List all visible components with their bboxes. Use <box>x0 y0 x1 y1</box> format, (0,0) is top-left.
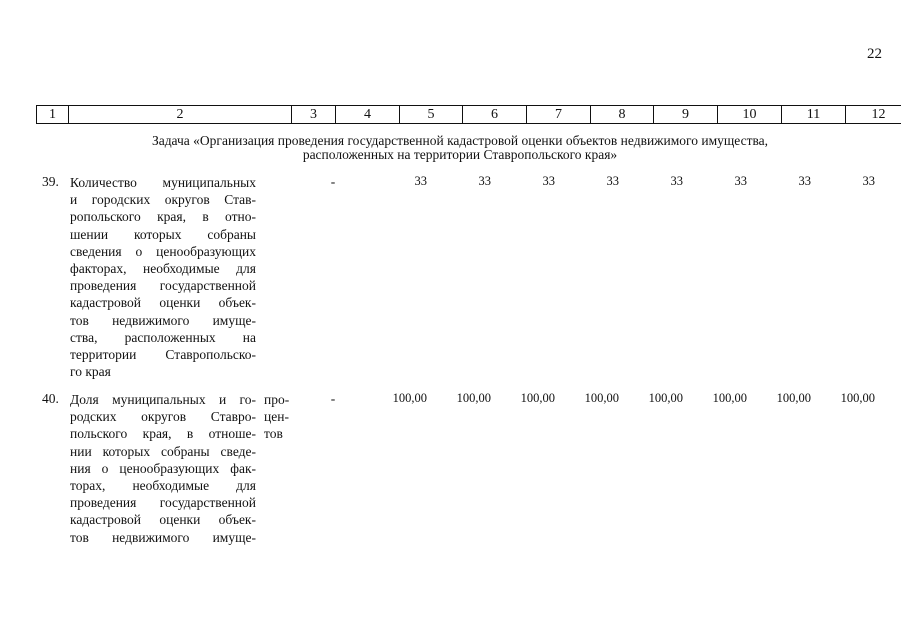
value-cell: 100,00 <box>584 391 619 405</box>
description-line: ства, расположенных на <box>70 329 256 345</box>
description-line: Доля муниципальных и го- <box>70 392 256 407</box>
description-line: проведения государственной <box>70 278 256 294</box>
row-number: 40. <box>42 391 59 406</box>
header-cell: 2 <box>69 106 292 124</box>
description-line: польского края, в отноше- <box>70 426 256 442</box>
description-line: шении которых собраны <box>70 226 256 242</box>
column-number-header <box>36 105 901 124</box>
description-line: нии которых собраны сведе- <box>70 443 256 459</box>
header-cell: 7 <box>527 106 591 124</box>
row-unit <box>264 391 300 443</box>
value-cell: 33 <box>670 174 683 188</box>
description-line: ропольского края, в отно- <box>70 209 256 225</box>
task-title <box>100 134 820 162</box>
value-cell: 33 <box>478 174 491 188</box>
header-cell: 5 <box>400 106 463 124</box>
page-number: 22 <box>867 46 882 62</box>
value-cell: 100,00 <box>456 391 491 405</box>
description-line: Количество муниципальных <box>70 175 256 190</box>
description-line: проведения государственной <box>70 495 256 511</box>
task-title-line: Задача «Организация проведения государственной кадастровой оценки объектов недвижимого имущества, <box>151 133 769 148</box>
unit-line: цен- <box>264 409 289 425</box>
value-cell: 33 <box>414 174 427 188</box>
task-title-line: расположенных на территории Ставропольского края» <box>302 147 618 162</box>
value-cell: 100,00 <box>840 391 875 405</box>
value-cell: 100,00 <box>648 391 683 405</box>
value-cell: 33 <box>798 174 811 188</box>
header-cell: 11 <box>782 106 846 124</box>
description-line: тов недвижимого имуще- <box>70 312 256 328</box>
description-line: кадастровой оценки объек- <box>70 295 256 311</box>
description-line: кадастровой оценки объек- <box>70 512 256 528</box>
value-cell: 100,00 <box>776 391 811 405</box>
value-cell: 33 <box>862 174 875 188</box>
header-cell: 12 <box>846 106 901 124</box>
value-cell: 33 <box>542 174 555 188</box>
row-description <box>70 391 256 546</box>
value-cell: 33 <box>734 174 747 188</box>
description-line: ния о ценообразующих фак- <box>70 460 256 476</box>
header-cell: 10 <box>718 106 782 124</box>
description-line: тов недвижимого имуще- <box>70 529 256 545</box>
header-cell: 6 <box>463 106 527 124</box>
value-cell: 100,00 <box>520 391 555 405</box>
unit-line: тов <box>264 426 283 442</box>
col4-value: - <box>330 174 336 189</box>
row-description <box>70 174 256 380</box>
description-line: го края <box>70 364 111 380</box>
col4-value: - <box>330 391 336 406</box>
header-cell: 9 <box>654 106 718 124</box>
header-cell: 8 <box>591 106 654 124</box>
description-line: территории Ставропольско- <box>70 347 256 363</box>
value-cell: 100,00 <box>712 391 747 405</box>
value-cell: 100,00 <box>392 391 427 405</box>
header-cell: 3 <box>292 106 336 124</box>
description-line: и городских округов Став- <box>70 192 256 208</box>
row-number: 39. <box>42 174 59 189</box>
header-cell: 4 <box>336 106 400 124</box>
description-line: сведения о ценообразующих <box>70 243 256 259</box>
header-cell: 1 <box>37 106 69 124</box>
description-line: факторах, необходимые для <box>70 261 256 277</box>
description-line: торах, необходимые для <box>70 478 256 494</box>
description-line: родских округов Ставро- <box>70 409 256 425</box>
value-cell: 33 <box>606 174 619 188</box>
unit-line: про- <box>264 392 290 407</box>
